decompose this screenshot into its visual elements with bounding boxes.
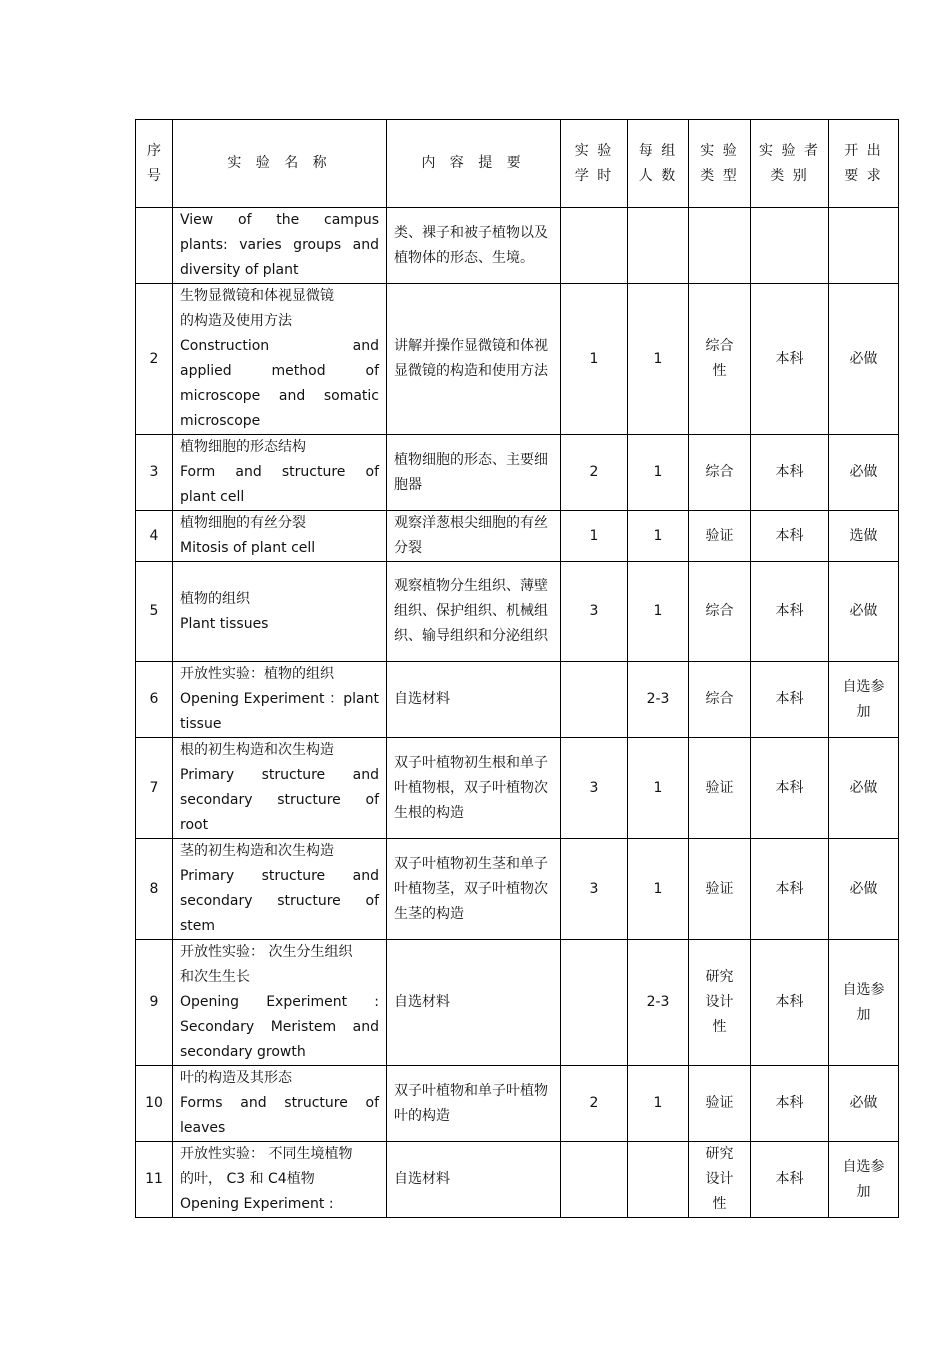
people-per-group: 1 <box>628 284 689 435</box>
experiment-hours: 3 <box>561 738 628 839</box>
experiment-name-line: plants: varies groups and <box>180 237 379 253</box>
table-row <box>136 839 899 940</box>
experiment-name-line: leaves <box>180 1120 226 1136</box>
row-number: 5 <box>136 562 173 662</box>
experiment-name-line: 叶的构造及其形态 <box>180 1070 292 1086</box>
participant-category: 本科 <box>751 662 829 738</box>
table-row <box>136 562 899 662</box>
content-summary: 观察洋葱根尖细胞的有丝分裂 <box>387 511 561 562</box>
experiment-type: 研究 设计 性 <box>689 940 751 1066</box>
experiment-name <box>173 940 387 1066</box>
experiment-name-line: secondary structure of <box>180 792 379 808</box>
experiment-hours: 1 <box>561 511 628 562</box>
content-summary: 植物细胞的形态、主要细胞器 <box>387 435 561 511</box>
experiment-name-line: Forms and structure of <box>180 1095 379 1111</box>
experiment-name-line: 开放性实验： 次生分生组织 <box>180 944 353 960</box>
experiment-name <box>173 839 387 940</box>
table-row <box>136 1142 899 1218</box>
experiment-hours: 3 <box>561 839 628 940</box>
experiment-name-line: Primary structure and <box>180 868 379 884</box>
header-requirement: 开 出 要 求 <box>829 120 899 208</box>
row-number <box>136 208 173 284</box>
table-row <box>136 662 899 738</box>
requirement: 必做 <box>829 284 899 435</box>
table-row <box>136 208 899 284</box>
requirement: 必做 <box>829 562 899 662</box>
experiment-name-line: microscope <box>180 413 261 429</box>
header-people: 每 组 人 数 <box>628 120 689 208</box>
participant-category: 本科 <box>751 1066 829 1142</box>
content-summary: 双子叶植物初生茎和单子叶植物茎，双子叶植物次生茎的构造 <box>387 839 561 940</box>
participant-category: 本科 <box>751 435 829 511</box>
content-summary: 自选材料 <box>387 940 561 1066</box>
header-type: 实 验 类 型 <box>689 120 751 208</box>
row-number: 2 <box>136 284 173 435</box>
content-summary: 讲解并操作显微镜和体视显微镜的构造和使用方法 <box>387 284 561 435</box>
experiment-type: 验证 <box>689 839 751 940</box>
experiment-name-line: microscope and somatic <box>180 388 379 404</box>
requirement: 必做 <box>829 1066 899 1142</box>
people-per-group <box>628 1142 689 1218</box>
requirement: 选做 <box>829 511 899 562</box>
table-row <box>136 435 899 511</box>
content-summary: 双子叶植物初生根和单子叶植物根，双子叶植物次生根的构造 <box>387 738 561 839</box>
experiment-hours: 1 <box>561 284 628 435</box>
experiment-type: 综合 <box>689 435 751 511</box>
experiment-name <box>173 738 387 839</box>
experiment-name-line: 植物细胞的有丝分裂 <box>180 515 306 531</box>
experiment-name-line: Construction and <box>180 338 379 354</box>
experiment-name-line: 开放性实验：植物的组织 <box>180 666 334 682</box>
people-per-group: 2-3 <box>628 662 689 738</box>
requirement: 必做 <box>829 435 899 511</box>
experiment-name-line: Opening Experiment : <box>180 994 379 1010</box>
experiment-hours <box>561 1142 628 1218</box>
experiment-type: 综合 性 <box>689 284 751 435</box>
experiment-name <box>173 511 387 562</box>
experiment-name-line: secondary structure of <box>180 893 379 909</box>
experiment-name-line: 开放性实验： 不同生境植物 <box>180 1146 353 1162</box>
participant-category <box>751 208 829 284</box>
experiment-type: 综合 <box>689 662 751 738</box>
header-content: 内 容 提 要 <box>387 120 561 208</box>
experiment-hours <box>561 940 628 1066</box>
experiment-name-line: 植物细胞的形态结构 <box>180 439 306 455</box>
participant-category: 本科 <box>751 839 829 940</box>
experiment-name-line: stem <box>180 918 216 934</box>
requirement: 自选参 加 <box>829 662 899 738</box>
header-no: 序 号 <box>136 120 173 208</box>
experiment-table <box>135 119 899 1218</box>
experiment-name-line: tissue <box>180 716 222 732</box>
experiment-name-line: 生物显微镜和体视显微镜 <box>180 288 334 304</box>
row-number: 10 <box>136 1066 173 1142</box>
experiment-hours <box>561 662 628 738</box>
header-name: 实 验 名 称 <box>173 120 387 208</box>
people-per-group <box>628 208 689 284</box>
experiment-name <box>173 562 387 662</box>
experiment-name-line: Primary structure and <box>180 767 379 783</box>
experiment-name <box>173 208 387 284</box>
row-number: 9 <box>136 940 173 1066</box>
table-row <box>136 940 899 1066</box>
participant-category: 本科 <box>751 940 829 1066</box>
experiment-name <box>173 662 387 738</box>
experiment-name-line: Mitosis of plant cell <box>180 540 316 556</box>
experiment-name-line: Opening Experiment ：plant <box>180 691 379 707</box>
experiment-name-line: 植物的组织 <box>180 590 250 607</box>
table-row <box>136 284 899 435</box>
experiment-type <box>689 208 751 284</box>
experiment-name-line: 根的初生构造和次生构造 <box>180 742 334 758</box>
experiment-name-line: root <box>180 817 209 833</box>
experiment-name-line: Plant tissues <box>180 615 269 632</box>
experiment-name-line: applied method of <box>180 363 379 379</box>
experiment-name-line: diversity of plant <box>180 262 299 278</box>
row-number: 6 <box>136 662 173 738</box>
experiment-name <box>173 435 387 511</box>
content-summary: 自选材料 <box>387 1142 561 1218</box>
row-number: 8 <box>136 839 173 940</box>
people-per-group: 1 <box>628 511 689 562</box>
experiment-name-line: View of the campus <box>180 212 379 228</box>
table-row <box>136 1066 899 1142</box>
participant-category: 本科 <box>751 511 829 562</box>
row-number: 3 <box>136 435 173 511</box>
experiment-name-line: Opening Experiment : <box>180 1196 334 1212</box>
requirement: 自选参 加 <box>829 940 899 1066</box>
participant-category: 本科 <box>751 738 829 839</box>
participant-category: 本科 <box>751 562 829 662</box>
content-summary: 自选材料 <box>387 662 561 738</box>
row-number: 7 <box>136 738 173 839</box>
row-number: 11 <box>136 1142 173 1218</box>
experiment-name-line: secondary growth <box>180 1044 306 1060</box>
experiment-hours <box>561 208 628 284</box>
experiment-type: 验证 <box>689 511 751 562</box>
experiment-name-line: 的构造及使用方法 <box>180 313 292 329</box>
people-per-group: 1 <box>628 839 689 940</box>
requirement: 必做 <box>829 839 899 940</box>
experiment-name <box>173 284 387 435</box>
experiment-name-line: 茎的初生构造和次生构造 <box>180 843 334 859</box>
experiment-name-line: 的叶， C3 和 C4植物 <box>180 1171 315 1187</box>
table-row <box>136 738 899 839</box>
experiment-name-line: 和次生生长 <box>180 969 250 985</box>
people-per-group: 1 <box>628 1066 689 1142</box>
content-summary: 双子叶植物和单子叶植物叶的构造 <box>387 1066 561 1142</box>
content-summary: 类、裸子和被子植物以及植物体的形态、生境。 <box>387 208 561 284</box>
participant-category: 本科 <box>751 1142 829 1218</box>
experiment-name-line: plant cell <box>180 489 245 505</box>
experiment-type: 研究 设计 性 <box>689 1142 751 1218</box>
experiment-name-line: Secondary Meristem and <box>180 1019 379 1035</box>
header-row <box>136 120 899 208</box>
experiment-type: 验证 <box>689 738 751 839</box>
requirement <box>829 208 899 284</box>
experiment-hours: 3 <box>561 562 628 662</box>
experiment-name-line: Form and structure of <box>180 464 379 480</box>
requirement: 必做 <box>829 738 899 839</box>
people-per-group: 2-3 <box>628 940 689 1066</box>
content-summary: 观察植物分生组织、薄壁组织、保护组织、机械组织、输导组织和分泌组织 <box>387 562 561 662</box>
people-per-group: 1 <box>628 435 689 511</box>
table-row <box>136 511 899 562</box>
header-hours: 实 验 学 时 <box>561 120 628 208</box>
row-number: 4 <box>136 511 173 562</box>
experiment-hours: 2 <box>561 435 628 511</box>
experiment-name <box>173 1142 387 1218</box>
participant-category: 本科 <box>751 284 829 435</box>
people-per-group: 1 <box>628 562 689 662</box>
experiment-hours: 2 <box>561 1066 628 1142</box>
experiment-type: 综合 <box>689 562 751 662</box>
people-per-group: 1 <box>628 738 689 839</box>
experiment-type: 验证 <box>689 1066 751 1142</box>
header-category: 实 验 者 类 别 <box>751 120 829 208</box>
experiment-name <box>173 1066 387 1142</box>
requirement: 自选参 加 <box>829 1142 899 1218</box>
